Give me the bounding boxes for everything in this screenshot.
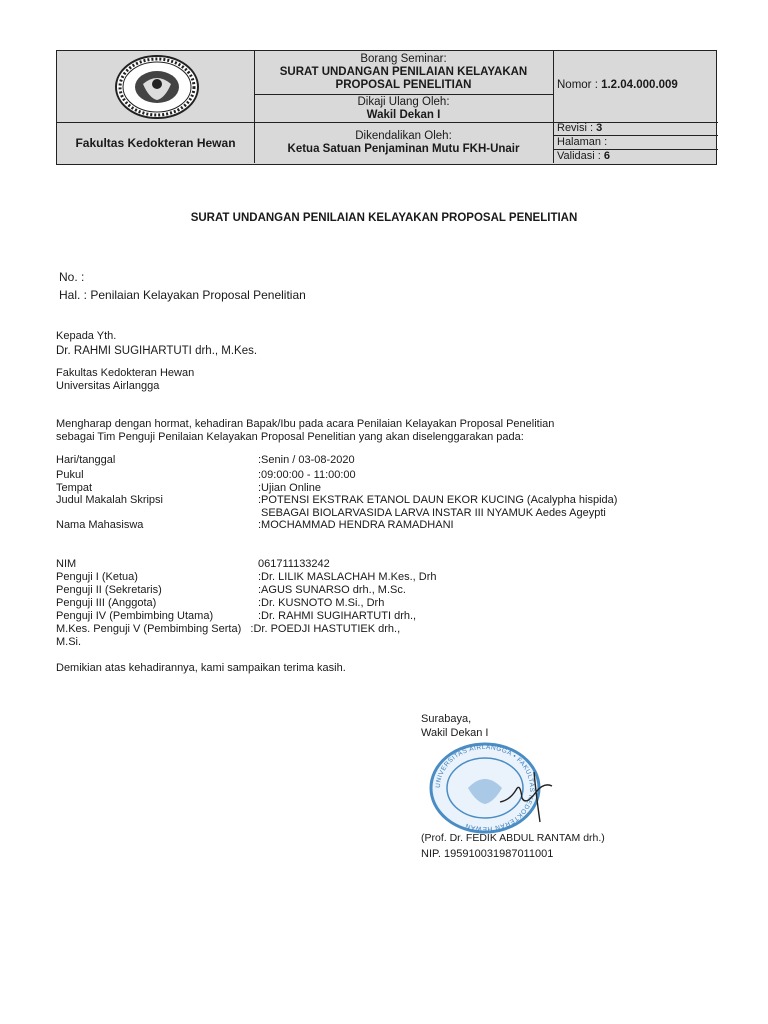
penguji4-label: Penguji IV (Pembimbing Utama) — [56, 610, 214, 622]
recipient-name: Dr. RAHMI SUGIHARTUTI drh., M.Kes. — [56, 345, 258, 357]
penguji2-label: Penguji II (Sekretaris) — [56, 584, 162, 596]
penguji1-label: Penguji I (Ketua) — [56, 571, 138, 583]
judul-value-line2: SEBAGAI BIOLARVASIDA LARVA INSTAR III NYAMUK Aedes Ageypti — [261, 507, 606, 519]
nama-label: Nama Mahasiswa — [56, 519, 144, 531]
penguji5-line: M.Kes. Penguji V (Pembimbing Serta) :Dr. POEDJI HASTUTIEK drh., — [56, 623, 401, 635]
tempat-value: :Ujian Online — [258, 482, 321, 494]
penguji3-label: Penguji III (Anggota) — [56, 597, 157, 609]
signature-city: Surabaya, — [421, 713, 472, 725]
intro-paragraph-line2: sebagai Tim Penguji Penilaian Kelayakan Proposal Penelitian yang akan diselenggarakan pada: — [56, 431, 524, 443]
penguji4-value: :Dr. RAHMI SUGIHARTUTI drh., — [258, 610, 417, 622]
judul-value-line1: :POTENSI EKSTRAK ETANOL DAUN EKOR KUCING (Acalypha hispida) — [258, 494, 618, 506]
pukul-label: Pukul — [56, 469, 84, 481]
judul-label: Judul Makalah Skripsi — [56, 494, 163, 506]
document-header-table — [56, 50, 717, 165]
penguji1-value: :Dr. LILIK MASLACHAH M.Kes., Drh — [258, 571, 437, 583]
recipient-address-2: Universitas Airlangga — [56, 380, 160, 392]
letter-subject: Hal. : Penilaian Kelayakan Proposal Penelitian — [59, 288, 306, 302]
signature-role: Wakil Dekan I — [421, 727, 489, 739]
document-title: SURAT UNDANGAN PENILAIAN KELAYAKAN PROPOSAL PENELITIAN — [190, 212, 578, 224]
dikaji-value: Wakil Dekan I — [366, 109, 441, 121]
intro-paragraph-line1: Mengharap dengan hormat, kehadiran Bapak/Ibu pada acara Penilaian Kelayakan Proposal Penelitian — [56, 418, 555, 430]
stamp-text: UNIVERSITAS AIRLANGGA • FAKULTAS KEDOKTERAN HEWAN — [434, 743, 536, 833]
salutation: Kepada Yth. — [56, 330, 117, 342]
nomor-field: Nomor : 1.2.04.000.009 — [557, 79, 678, 91]
faculty-name: Fakultas Kedokteran Hewan — [75, 136, 236, 150]
hari-value: :Senin / 03-08-2020 — [258, 454, 355, 466]
pukul-value: :09:00:00 - 11:00:00 — [258, 469, 356, 481]
halaman-field: Halaman : — [557, 136, 608, 148]
closing-text: Demikian atas kehadirannya, kami sampaikan terima kasih. — [56, 662, 346, 674]
penguji2-value: :AGUS SUNARSO drh., M.Sc. — [258, 584, 406, 596]
signatory-nip: NIP. 195910031987011001 — [421, 848, 554, 860]
revisi-field: Revisi : 3 — [557, 122, 603, 134]
dikaji-label: Dikaji Ulang Oleh: — [357, 96, 450, 108]
dikendalikan-label: Dikendalikan Oleh: — [355, 130, 452, 142]
nama-value: :MOCHAMMAD HENDRA RAMADHANI — [258, 519, 454, 531]
faculty-stamp — [424, 742, 574, 834]
validasi-field: Validasi : 6 — [557, 150, 610, 162]
nim-label: NIM — [56, 558, 77, 570]
signatory-name: (Prof. Dr. FEDIK ABDUL RANTAM drh.) — [421, 832, 605, 844]
tempat-label: Tempat — [56, 482, 93, 494]
recipient-address-1: Fakultas Kedokteran Hewan — [56, 367, 195, 379]
header-title-line1: SURAT UNDANGAN PENILAIAN KELAYAKAN — [279, 66, 528, 78]
hari-label: Hari/tanggal — [56, 454, 116, 466]
header-title-line2: PROPOSAL PENELITIAN — [335, 79, 472, 91]
penguji3-value: :Dr. KUSNOTO M.Si., Drh — [258, 597, 385, 609]
university-logo — [113, 54, 201, 120]
penguji5-continuation: M.Si. — [56, 636, 82, 648]
dikendalikan-value: Ketua Satuan Penjaminan Mutu FKH-Unair — [287, 143, 520, 155]
borang-label: Borang Seminar: — [360, 53, 447, 65]
letter-number: No. : — [59, 270, 85, 284]
nim-value: 061711133242 — [258, 558, 330, 570]
